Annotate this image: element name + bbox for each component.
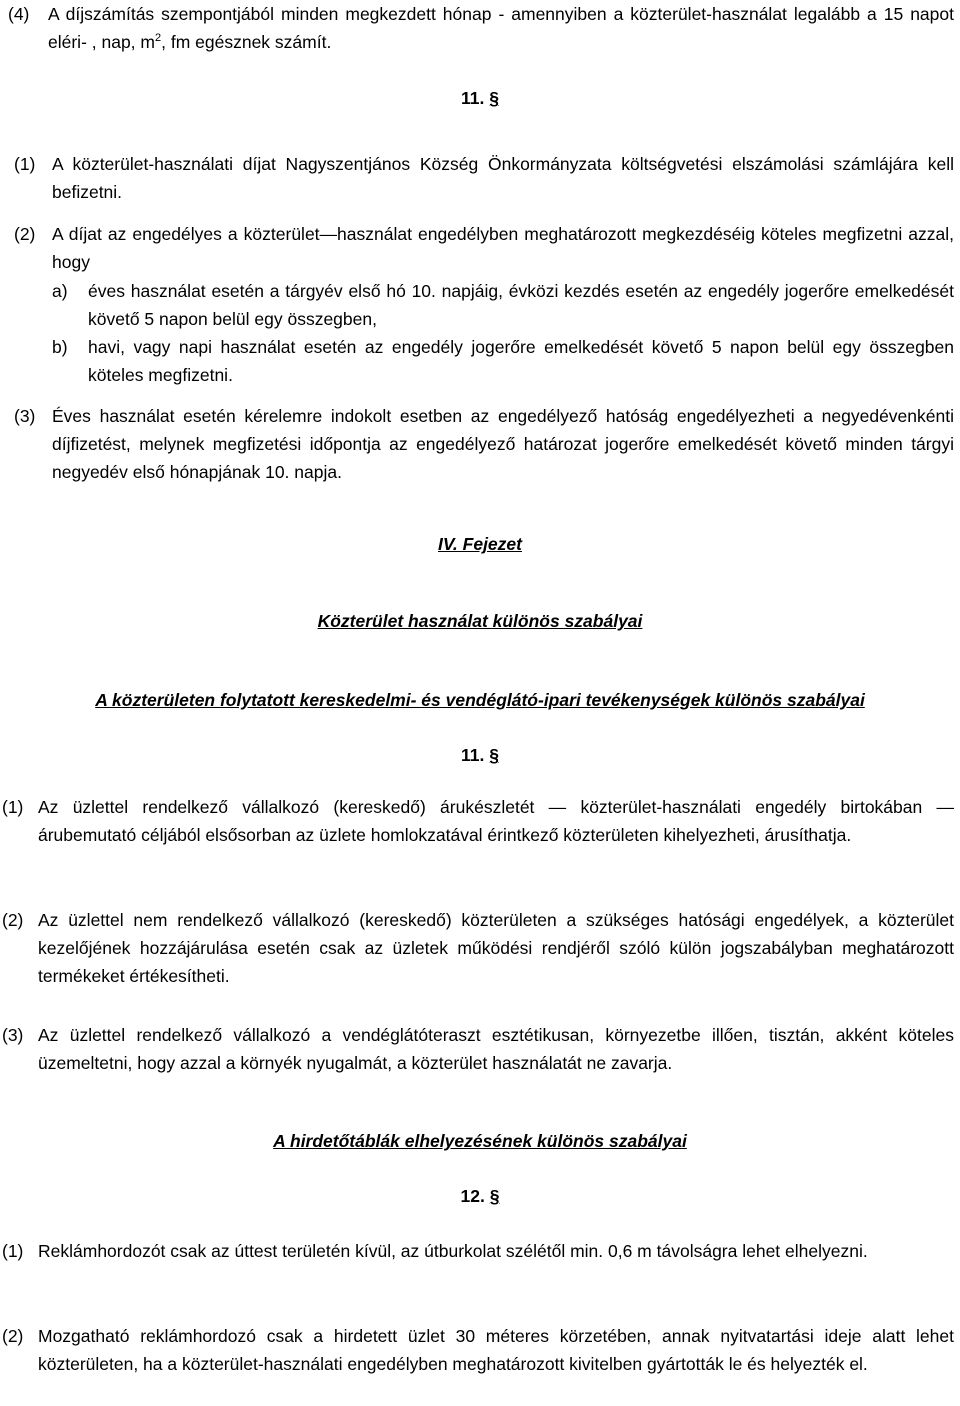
paragraph-text: Reklámhordozót csak az úttest területén kívül, az útburkolat szélétől min. 0,6 m távolságra lehet elhelyezni. <box>38 1241 868 1261</box>
paragraph-number: (1) <box>14 154 36 174</box>
chapter-title-text: Közterület használat különös szabályai <box>317 611 643 631</box>
list-item-text: havi, vagy napi használat esetén az engedély jogerőre emelkedését követő 5 napon belül egy összegben köteles megfizetni. <box>88 337 954 385</box>
section-heading <box>0 1182 960 1210</box>
paragraph-number: (1) <box>2 797 24 817</box>
paragraph-2 <box>2 1322 954 1378</box>
section-number: 12. <box>460 1186 485 1206</box>
paragraph-1 <box>2 793 954 849</box>
section-symbol: § <box>489 88 499 108</box>
list-item <box>52 277 954 333</box>
paragraph-text-part: , fm egésznek számít. <box>161 32 332 52</box>
list-item-mark: a) <box>52 281 68 301</box>
list-item-text: éves használat esetén a tárgyév első hó 10. napjáig, évközi kezdés esetén az engedély jogerőre emelkedését követő 5 napon belül egy összegben, <box>88 281 954 329</box>
paragraph-1 <box>14 150 954 206</box>
paragraph-3 <box>2 1021 954 1077</box>
section-heading <box>0 741 960 769</box>
paragraph-text: Mozgatható reklámhordozó csak a hirdetett üzlet 30 méteres körzetében, annak nyitvatartási ideje alatt lehet közterületen, ha a közterület-használati engedélyben meghatározott kivitelben gyártották le és helyezték el. <box>38 1326 954 1374</box>
paragraph-number: (3) <box>14 406 36 426</box>
subsection-title-text: A közterületen folytatott kereskedelmi- és vendéglátó-ipari tevékenységek különös szabályai <box>95 690 865 710</box>
paragraph-text: Az üzlettel rendelkező vállalkozó (kereskedő) árukészletét — közterület-használati engedély birtokában — árubemutató céljából elsősorban az üzlete homlokzatával érintkező közterületen kihelyezheti, árusíthatja. <box>38 797 954 845</box>
list-item <box>52 333 954 389</box>
paragraph-number: (3) <box>2 1025 24 1045</box>
paragraph-text: A díjat az engedélyes a közterület—használat engedélyben meghatározott megkezdéséig köteles megfizetni azzal, hogy <box>52 224 954 272</box>
paragraph-text: Az üzlettel nem rendelkező vállalkozó (kereskedő) közterületen a szükséges hatósági engedélyek, a közterület kezelőjének hozzájárulása esetén csak az üzletek működési rendjéről szóló külön jogszabályban meghatározott termékeket értékesítheti. <box>38 910 954 986</box>
chapter-number: IV. Fejezet <box>438 534 522 554</box>
section-symbol: § <box>489 1186 500 1206</box>
superscript: 2 <box>154 32 162 45</box>
paragraph-text: Éves használat esetén kérelemre indokolt esetben az engedélyező hatóság engedélyezheti a negyedévenkénti díjfizetést, melynek megfizetési időpontja az engedélyező határozat jogerőre emelkedését követő minden tárgyi negyedév első hónapjának 10. napja. <box>52 406 954 482</box>
paragraph-number: (2) <box>2 910 24 930</box>
list-item-mark: b) <box>52 337 68 357</box>
paragraph-1 <box>2 1237 954 1265</box>
paragraph-number: (1) <box>2 1241 24 1261</box>
paragraph-3 <box>14 402 954 486</box>
paragraph-text: A közterület-használati díjat Nagyszentjános Község Önkormányzata költségvetési elszámolási számlájára kell befizetni. <box>52 154 954 202</box>
subsection-title <box>0 1127 960 1155</box>
subsection-title-text: A hirdetőtáblák elhelyezésének különös szabályai <box>273 1131 687 1151</box>
paragraph-text <box>48 0 954 56</box>
subsection-title <box>0 686 960 714</box>
chapter-title <box>0 607 960 635</box>
section-heading <box>0 84 960 112</box>
paragraph-text: Az üzlettel rendelkező vállalkozó a vendéglátóteraszt esztétikusan, környezetbe illően, tisztán, akként köteles üzemeltetni, hogy azzal a környék nyugalmát, a közterület használatát ne zavarja. <box>38 1025 954 1073</box>
section-number: 11. <box>461 745 485 765</box>
paragraph-number: (2) <box>2 1326 24 1346</box>
section-symbol: § <box>489 745 499 765</box>
paragraph-2 <box>14 220 954 276</box>
chapter-heading <box>0 530 960 558</box>
paragraph-number: (2) <box>14 224 36 244</box>
paragraph-2 <box>2 906 954 990</box>
section-number: 11. <box>461 88 485 108</box>
paragraph-number: (4) <box>8 4 30 24</box>
paragraph-text-part: A díjszámítás szempontjából minden megkezdett hónap - amennyiben a közterület-használat legalább a 15 napot eléri- , nap, m <box>48 4 954 52</box>
paragraph-4 <box>8 0 954 56</box>
